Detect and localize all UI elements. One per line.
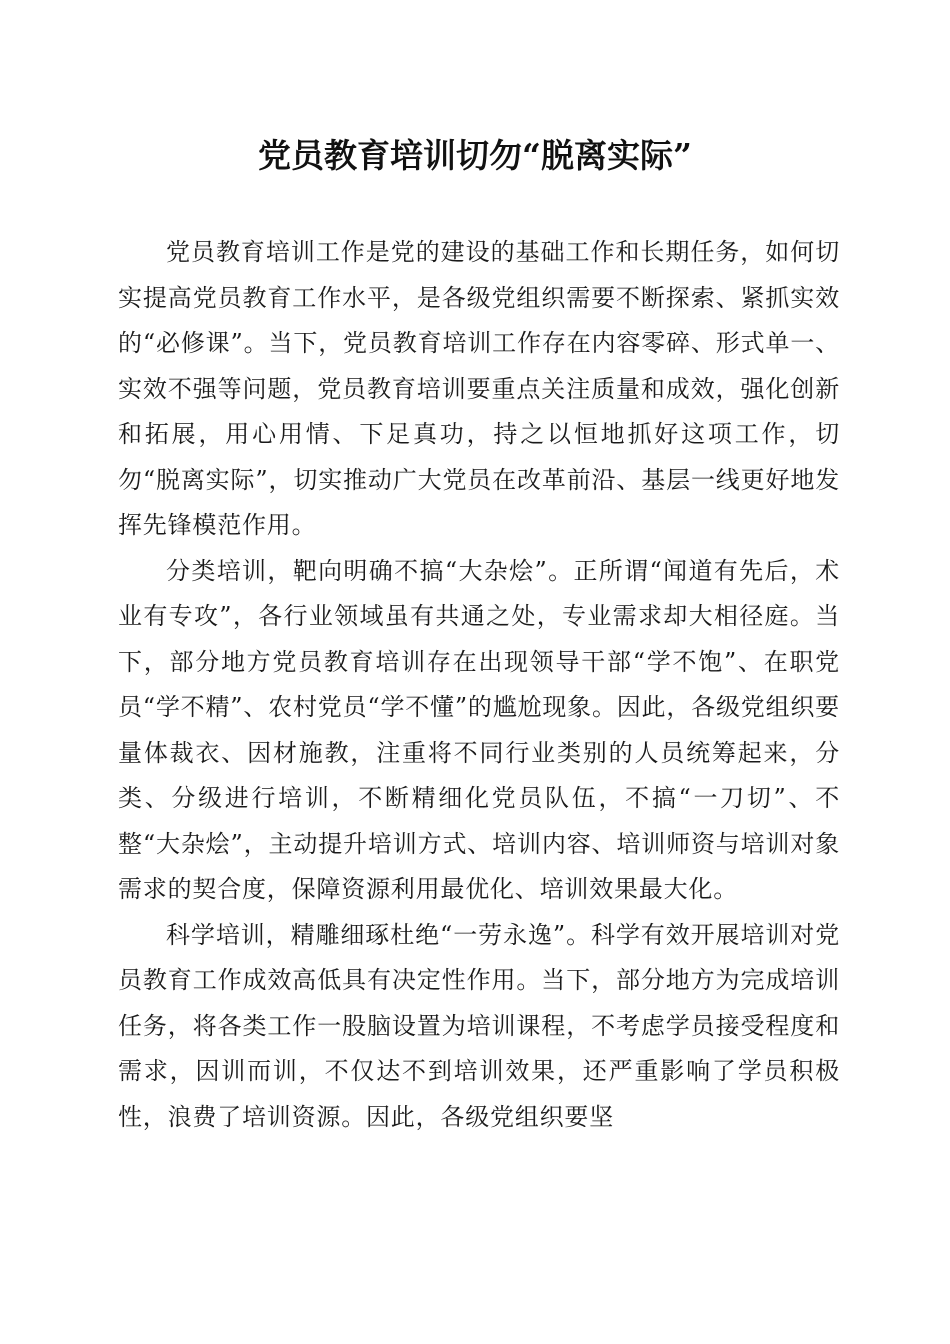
paragraph-scientific-training: 科学培训，精雕细琢杜绝“一劳永逸”。科学有效开展培训对党员教育工作成效高低具有决定性作用。当下，部分地方为完成培训任务，将各类工作一股脑设置为培训课程，不考虑学员接受程度和需求，因训而训，不仅达不到培训效果，还严重影响了学员积极性，浪费了培训资源。因此，各级党组织要坚: [118, 920, 840, 1131]
document-title: 党员教育培训切勿“脱离实际”: [258, 136, 692, 175]
paragraph-intro: 党员教育培训工作是党的建设的基础工作和长期任务，如何切实提高党员教育工作水平，是各级党组织需要不断探索、紧抓实效的“必修课”。当下，党员教育培训工作存在内容零碎、形式单一、实效不强等问题，党员教育培训要重点关注质量和成效，强化创新和拓展，用心用情、下足真功，持之以恒地抓好这项工作，切勿“脱离实际”，切实推动广大党员在改革前沿、基层一线更好地发挥先锋模范作用。: [118, 238, 840, 539]
paragraph-classified-training: 分类培训，靶向明确不搞“大杂烩”。正所谓“闻道有先后，术业有专攻”，各行业领域虽有共通之处，专业需求却大相径庭。当下，部分地方党员教育培训存在出现领导干部“学不饱”、在职党员“学不精”、农村党员“学不懂”的尴尬现象。因此，各级党组织要量体裁衣、因材施教，注重将不同行业类别的人员统筹起来，分类、分级进行培训，不断精细化党员队伍，不搞“一刀切”、不整“大杂烩”，主动提升培训方式、培训内容、培训师资与培训对象需求的契合度，保障资源利用最优化、培训效果最大化。: [118, 556, 840, 903]
document-body: [118, 230, 840, 1140]
